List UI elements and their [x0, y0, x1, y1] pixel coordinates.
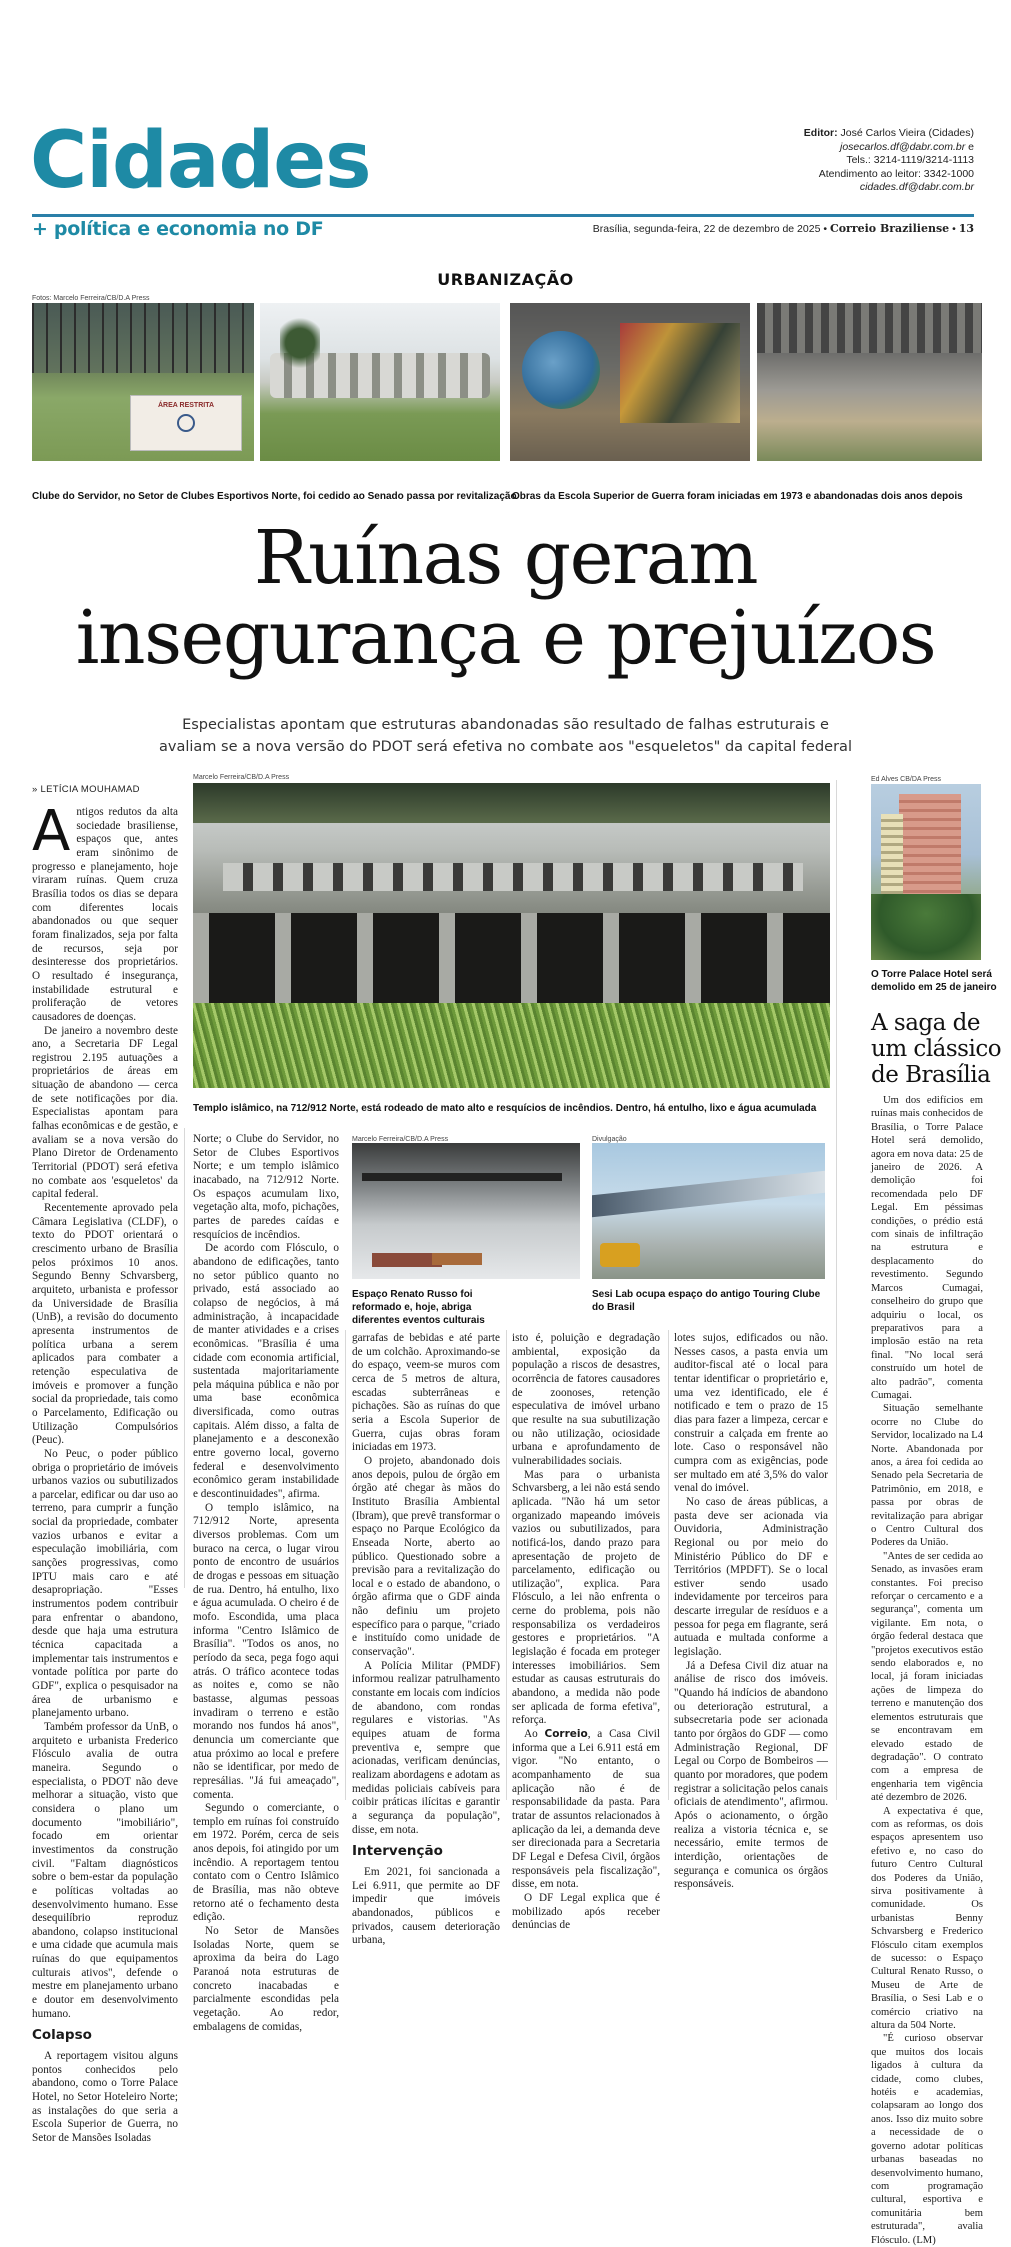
- photo-templo-islamico: [193, 783, 830, 1088]
- sidebar-title-line-2: um clássico: [871, 1036, 1002, 1062]
- column-divider: [506, 1330, 507, 1800]
- deck-line-2: avaliam se a nova versão do PDOT será efetiva no combate aos "esqueletos" da capital federal: [159, 739, 852, 755]
- section-masthead-title: Cidades: [30, 116, 371, 206]
- editor-info: [804, 127, 974, 195]
- paragraph: Também professor da UnB, o arquiteto e urbanista Frederico Flósculo avalia de outra maneira. Segundo o especialista, o PDOT não deve melhorar a situação, visto que considera o plano um documento "imobiliário", focado em orientar investimentos da construção civil. "Faltam diagnósticos sobre o bem-estar da população e políticas voltadas ao desenvolvimento humano. Esse desequilíbrio reproduz abandono, colapso institucional e uma cidade que acumula mais ruínas do que equipamentos culturais ativos", defende o mestre em planejamento urbano e doutor em desenvolvimento humano.: [32, 1720, 178, 2020]
- paragraph: De acordo com Flósculo, o abandono de edificações, tanto no setor público quanto no privado, está associado ao colapso de negócios, à má administração, à incapacidade de manter atividades e a crises econômicas. "Brasília é uma cidade com economia artificial, sustentada majoritariamente pela máquina pública e não por uma base econômica diversificada, como outras capitais. Além disso, a falta de planejamento e a desconexão entre governo local, governo federal e desenvolvimento econômico geram instabilidade e descontinuidades", afirma.: [193, 1242, 339, 1501]
- lead-paragraph: [32, 799, 178, 1025]
- arches-graphic: [193, 913, 830, 1013]
- article-column-5: [674, 1332, 828, 1892]
- page-separator: •: [952, 223, 956, 235]
- paragraph: No Setor de Mansões Isoladas Norte, quem se aproxima da beira do Lago Paranoá nota estruturas de concreto inacabadas e parcialmente escondidas pela vegetação. Ao redor, embalagens de comidas,: [193, 1925, 339, 2033]
- masthead-rule: [32, 214, 974, 217]
- photo-credit-renato: Marcelo Ferreira/CB/D.A Press: [352, 1136, 449, 1143]
- editor-email-suffix: e: [965, 140, 974, 153]
- deck-line-1: Especialistas apontam que estruturas abandonadas são resultado de falhas estruturais e: [182, 717, 829, 733]
- drop-cap: A: [32, 799, 71, 864]
- paragraph: Um dos edifícios em ruínas mais conhecidos de Brasília, o Torre Palace Hotel será demolido, agora em nova data: 25 de janeiro de 2026. A demolição foi recomendada pelo DF Legal. Em péssimas condições, o prédio está com sinais de infiltração na estrutura e desplacamento do revestimento. Segundo Marcos Cumagai, conselheiro do grupo que adquiriu o local, os preparativos para a implosão estão na reta final. "No local será construído um hotel de alto padrão", comenta Cumagai.: [871, 1095, 983, 1401]
- photo-renato-russo: [352, 1143, 580, 1279]
- photo-clube-servidor-1: [32, 303, 254, 461]
- article-column-3: [352, 1332, 500, 1948]
- sign-text: ÁREA RESTRITA: [158, 402, 214, 409]
- upper-windows-graphic: [223, 863, 803, 891]
- sidebar-title-line-3: de Brasília: [871, 1062, 991, 1088]
- paragraph: garrafas de bebidas e até parte de um colchão. Aproximando-se do espaço, veem-se muros com cerca de 5 metros de altura, escadas subterrâneas e pichações. São as ruínas do que seria a Escola Superior de Guerra, cujas obras foram iniciadas em 1973.: [352, 1332, 500, 1454]
- photo-credit-top: Fotos: Marcelo Ferreira/CB/D.A Press: [32, 295, 150, 302]
- caption-templo-islamico: Templo islâmico, na 712/912 Norte, está rodeado de mato alto e resquícios de incêndios. Dentro, há entulho, lixo e água acumulada: [193, 1103, 817, 1114]
- newspaper-name: Correio Braziliense: [829, 222, 950, 235]
- paragraph: A Polícia Militar (PMDF) informou realizar patrulhamento constante em locais com indícios de abandono, com rondas regulares e vistorias. "As equipes atuam de forma preventiva e, sempre que acionadas, verificam denúncias, realizam abordagens e adotam as medidas policiais cabíveis para coibir práticas ilícitas e garantir a segurança da população", disse, em nota.: [352, 1659, 500, 1836]
- page-number: 13: [958, 222, 974, 235]
- graffiti-globe-graphic: [522, 331, 600, 409]
- caption-escola-guerra: Obras da Escola Superior de Guerra foram iniciadas em 1973 e abandonadas dois anos depois: [512, 491, 963, 502]
- paragraph: A reportagem visitou alguns pontos conhecidos pelo abandono, como o Torre Palace Hotel, no Setor Hoteleiro Norte; as instalações do que seria a Escola Superior de Guerra, no Setor de Mansões Isoladas: [32, 2050, 178, 2144]
- headline-line-2: insegurança e prejuízos: [75, 595, 936, 681]
- paragraph: Mas para o urbanista Schvarsberg, a lei não está sendo aplicada. "Não há um setor organizado mapeando imóveis vazios ou subutilizados, para notificá-los, dando prazo para apresentação de projeto de parcelamento, edificação ou utilização", explica. Para Flósculo, a lei não enfrenta o cerne do problema, pois não responsabiliza os verdadeiros gestores e proprietários. "A legislação é focada em proteger interesses imobiliários. Sem estudar as causas estruturais do abandono, a medida não pode ser aplicada de forma efetiva", reforça.: [512, 1468, 660, 1727]
- paragraph-rest: , a Casa Civil informa que a Lei 6.911 está em vigor. "No entanto, o acompanhamento de sua aplicação não é de responsabilidade da pasta. Para tratar de assuntos relacionados à aplicação da lei, a demanda deve ser direcionada para a Secretaria DF Legal e Defesa Civil, órgãos responsáveis pela fiscalização", disse, em nota.: [512, 1728, 660, 1891]
- section-masthead-subtitle: + política e economia no DF: [32, 218, 324, 240]
- paragraph: De janeiro a novembro deste ano, a Secretaria DF Legal registrou 2.195 autuações a proprietários de áreas em situação de abandono — cerca de sete notificações por dia. Especialistas apontam para falhas econômicas e de gestão, e avaliam se a nova versão do Plano Diretor de Ordenamento Territorial (PDOT) será efetiva no combate aos 'esqueletos' da capital federal.: [32, 1024, 178, 1201]
- fence-graphic: [32, 303, 254, 373]
- column-divider: [668, 1330, 669, 1800]
- byline: » LETÍCIA MOUHAMAD: [32, 784, 140, 795]
- sign-emblem-icon: [177, 414, 195, 432]
- paragraph: isto é, poluição e degradação ambiental, exposição da população a riscos de desastres, ocorrência de fatores causadores de zoonoses, retenção especulativa de imóvel urbano que resulte na sua subutilização ou não utilização, ociosidade urbana e aprofundamento de vulnerabilidades sociais.: [512, 1332, 660, 1467]
- headline-line-1: Ruínas geram: [253, 515, 758, 601]
- subhead-colapso: Colapso: [32, 2027, 92, 2044]
- editor-name: José Carlos Vieira (Cidades): [840, 127, 974, 139]
- date-text: Brasília, segunda-feira, 22 de dezembro de 2025 •: [592, 223, 828, 235]
- caption-torre-palace: O Torre Palace Hotel será demolido em 25 de janeiro: [871, 969, 997, 993]
- column-divider: [836, 780, 837, 1800]
- editor-email-link[interactable]: josecarlos.df@dabr.com.br: [839, 140, 966, 153]
- paragraph: No caso de áreas públicas, a pasta deve ser acionada via Ouvidoria, Administração Regional ou por meio do Ministério Público do DF e Territórios (MPDFT). Se o local estiver sendo usado indevidamente por terceiros para descarte irregular de resíduos e a pessoa for pega em flagrante, será autuada e multada conforme a legislação.: [674, 1495, 828, 1659]
- photo-escola-guerra-2: [757, 303, 982, 461]
- headline: [0, 515, 1011, 681]
- column-divider: [184, 1128, 185, 1588]
- paragraph: Situação semelhante ocorre no Clube do Servidor, localizado na L4 Norte. Abandonada por anos, a área foi cedida ao Senado pela Secretaria de Patrimônio, em 2018, e passa por obras de revitalização para abrigar o Centro Cultural dos Poderes da União.: [871, 1403, 983, 1549]
- editor-phones: Tels.: 3214-1119/3214-1113: [846, 154, 974, 166]
- paragraph: Em 2021, foi sancionada a Lei 6.911, que permite ao DF impedir que imóveis abandonados, públicos e privados, causem deterioração urbana,: [352, 1865, 500, 1947]
- sidebar-title-line-1: A saga de: [871, 1010, 981, 1036]
- paragraph: "Antes de ser cedida ao Senado, as invasões eram constantes. Foi preciso reforçar o cercamento e a segurança", comenta um vigilante. Em nota, o órgão federal destaca que "projetos executivos estão sendo elaborados e, no local, já foram iniciadas ações de limpeza do terreno e manutenção dos elementos estruturais que se encontravam em elevado estado de degradação". O contrato com a empresa de engenharia tem vigência até dezembro de 2026.: [871, 1550, 983, 1804]
- palm-tree-graphic: [280, 313, 320, 373]
- paragraph: A expectativa é que, com as reformas, os dois espaços apresentem uso efetivo e, no caso do futuro Centro Cultural dos Poderes da União, sirva positivamente à comunidade. Os urbanistas Benny Schvarsberg e Frederico Flósculo citam exemplos de sucesso: o Espaço Cultural Renato Russo, o Museu de Arte de Brasília, o Sesi Lab e o comércio criativo na altura da 504 Norte.: [871, 1805, 983, 2032]
- pallet-graphic-2: [432, 1253, 482, 1265]
- lead-text: ntigos redutos da alta sociedade brasiliense, espaços que, antes eram sinônimo de progresso e planejamento, hoje viraram ruínas. Quem cruza Brasília todos os dias se depara com diferentes locais abandonados ou que sequer foram finalizados, seja por falta de recursos, seja por desinteresse dos proprietários. O resultado é insegurança, instabilidade estrutural e proliferação de vetores causadores de doenças.: [32, 806, 178, 1023]
- paragraph: No Peuc, o poder público obriga o proprietário de imóveis urbanos vazios ou subutilizados a parcelar, edificar ou dar uso ao terreno, para cumprir a função social da propriedade, combater vazios urbanos e evitar a especulação imobiliária, com sanções progressivas, como IPTU mais caro e até desapropriação. "Esses instrumentos podem contribuir para enfrentar o abandono, desde que haja uma estrutura técnica capacitada a implementar tais instrumentos e vontade política por parte do GDF", explica o pesquisador na área de urbanismo e planejamento urbano.: [32, 1447, 178, 1720]
- paragraph: "É curioso observar que muitos dos locais ligados à cultura da cidade, como clubes, hotéis e academias, colapsaram ao longo dos anos. Isso diz muito sobre a necessidade de o governo adotar políticas urbanas baseadas no desenvolvimento humano, com programação cultural, esportiva e comunitária bem estruturada", avalia Flósculo. (LM): [871, 2033, 983, 2246]
- article-column-2: [193, 1133, 339, 2034]
- restricted-area-sign: [130, 395, 242, 451]
- photo-credit-sesi: Divulgação: [592, 1136, 627, 1143]
- trees-graphic: [871, 894, 981, 960]
- graffiti-wall-graphic: [620, 323, 740, 423]
- photo-credit-main: Marcelo Ferreira/CB/D.A Press: [193, 774, 290, 781]
- section-tag: URBANIZAÇÃO: [437, 270, 574, 289]
- caption-renato-russo: Espaço Renato Russo foi reformado e, hoje, abriga diferentes eventos culturais: [352, 1289, 485, 1326]
- sidebar-title: [871, 1010, 1001, 1088]
- tree-canopy-graphic: [193, 783, 830, 823]
- paragraph: O templo islâmico, na 712/912 Norte, apresenta diversos problemas. Com um buraco na cerca, o lugar virou ponto de encontro de usuários de drogas e pessoas em situação de rua. Dentro, há entulho, lixo e água acumulada. O cheiro é de mofo. Escondida, uma placa informa "Centro Islâmico de Brasília". "Todos os anos, no período da seca, pega fogo aqui atrás. O tráfico acontece todas as noites e, como se não bastasse, algumas pessoas invadiram o terreno e estão morando nos fundos há anos", denuncia um comerciante que atua próximo ao local e prefere não se identificar, por medo de represálias. "Já fui ameaçado", comenta.: [193, 1501, 339, 1801]
- paragraph: O projeto, abandonado dois anos depois, pulou de órgão em órgão até chegar às mãos do Instituto Brasília Ambiental (Ibram), que prevê transformar o espaço no Parque Ecológico da Enseada Norte, aberto ao público. Questionado sobre a previsão para a revitalização do local e o estado de abandono, o órgão afirma que o GDF ainda não definiu um projeto específico para o parque, "criado e instituído como unidade de conservação".: [352, 1454, 500, 1659]
- paragraph: O DF Legal explica que é mobilizado após receber denúncias de: [512, 1891, 660, 1932]
- paragraph: lotes sujos, edificados ou não. Nesses casos, a pasta envia um auditor-fiscal até o local para tentar identificar o proprietário e, uma vez identificado, ele é notificado e tem o prazo de 15 dias para fazer a limpeza, cercar e construir a calçada em frente ao lote. Caso o responsável não cumpra com as exigências, pode ser multado em até 3,5% do valor venal do imóvel.: [674, 1332, 828, 1495]
- editor-label: Editor:: [803, 127, 838, 139]
- article-column-1: [32, 799, 178, 2146]
- reader-service: Atendimento ao leitor: 3342-1000: [818, 167, 974, 180]
- photo-sesi-lab: [592, 1143, 825, 1279]
- photo-credit-torre: Ed Alves CB/DA Press: [871, 776, 942, 783]
- hotel-tower-graphic: [899, 794, 961, 904]
- yellow-vehicle-graphic: [600, 1243, 640, 1267]
- article-column-4: [512, 1332, 660, 1933]
- concrete-slab-graphic: [757, 303, 982, 353]
- paragraph: Segundo o comerciante, o templo em ruínas foi construído em 1972. Porém, cerca de seis anos depois, foi atingido por um incêndio. A reportagem tentou contato com o Centro Islâmico de Brasília, mas não obteve retorno até o fechamento desta edição.: [193, 1802, 339, 1924]
- subhead-intervencao: Intervenção: [352, 1843, 443, 1860]
- side-building-graphic: [881, 814, 903, 904]
- tall-grass-graphic: [193, 1003, 830, 1088]
- dateline: [593, 222, 974, 235]
- paragraph-start: Ao: [524, 1728, 545, 1741]
- caption-sesi-lab: Sesi Lab ocupa espaço do antigo Touring Clube do Brasil: [592, 1289, 821, 1313]
- deck: [0, 714, 1011, 758]
- column-divider: [345, 1330, 346, 1800]
- caption-clube-servidor: Clube do Servidor, no Setor de Clubes Esportivos Norte, foi cedido ao Senado passa por revitalização: [32, 491, 517, 502]
- paragraph: Recentemente aprovado pela Câmara Legislativa (CLDF), o texto do PDOT orientará o crescimento urbano de Brasília pelos próximos 10 anos. Segundo Benny Schvarsberg, arquiteto, urbanista e professor da Universidade de Brasília (UnB), a revisão do documento apresenta instrumentos de política urbana a serem aplicados para combater a retenção especulativa de imóveis e promover a função social da propriedade, tais como o Parcelamento, Edificação ou Utilização Compulsórios (Peuc).: [32, 1202, 178, 1447]
- paragraph: Já a Defesa Civil diz atuar na análise de risco dos imóveis. "Quando há indícios de abandono ou deterioração estrutural, a subsecretaria pode ser acionada tanto por órgãos do GDF — como Administração Regional, DF Legal ou Corpo de Bombeiros — quanto por moradores, que podem registrar a solicitação pelos canais oficiais de atendimento", afirmou. Após o acionamento, o órgão realiza a vistoria técnica e, se necessário, emite termos de interdição, orientações de segurança e comunica os órgãos responsáveis.: [674, 1659, 828, 1891]
- photo-clube-servidor-2: [260, 303, 500, 461]
- paragraph: Norte; o Clube do Servidor, no Setor de Clubes Esportivos Norte; e um templo islâmico inacabado, na 712/912 Norte. Os espaços acumulam lixo, vegetação alta, mofo, pichações, partes de paredes caídas e resquícios de incêndios.: [193, 1133, 339, 1241]
- photo-torre-palace: [871, 784, 981, 960]
- newspaper-mention: Correio: [544, 1728, 588, 1741]
- mezzanine-graphic: [362, 1173, 562, 1181]
- section-email-link[interactable]: cidades.df@dabr.com.br: [859, 181, 974, 193]
- roof-canopy-graphic: [592, 1171, 825, 1217]
- sidebar-column: [871, 1094, 983, 2247]
- photo-escola-guerra-1: [510, 303, 750, 461]
